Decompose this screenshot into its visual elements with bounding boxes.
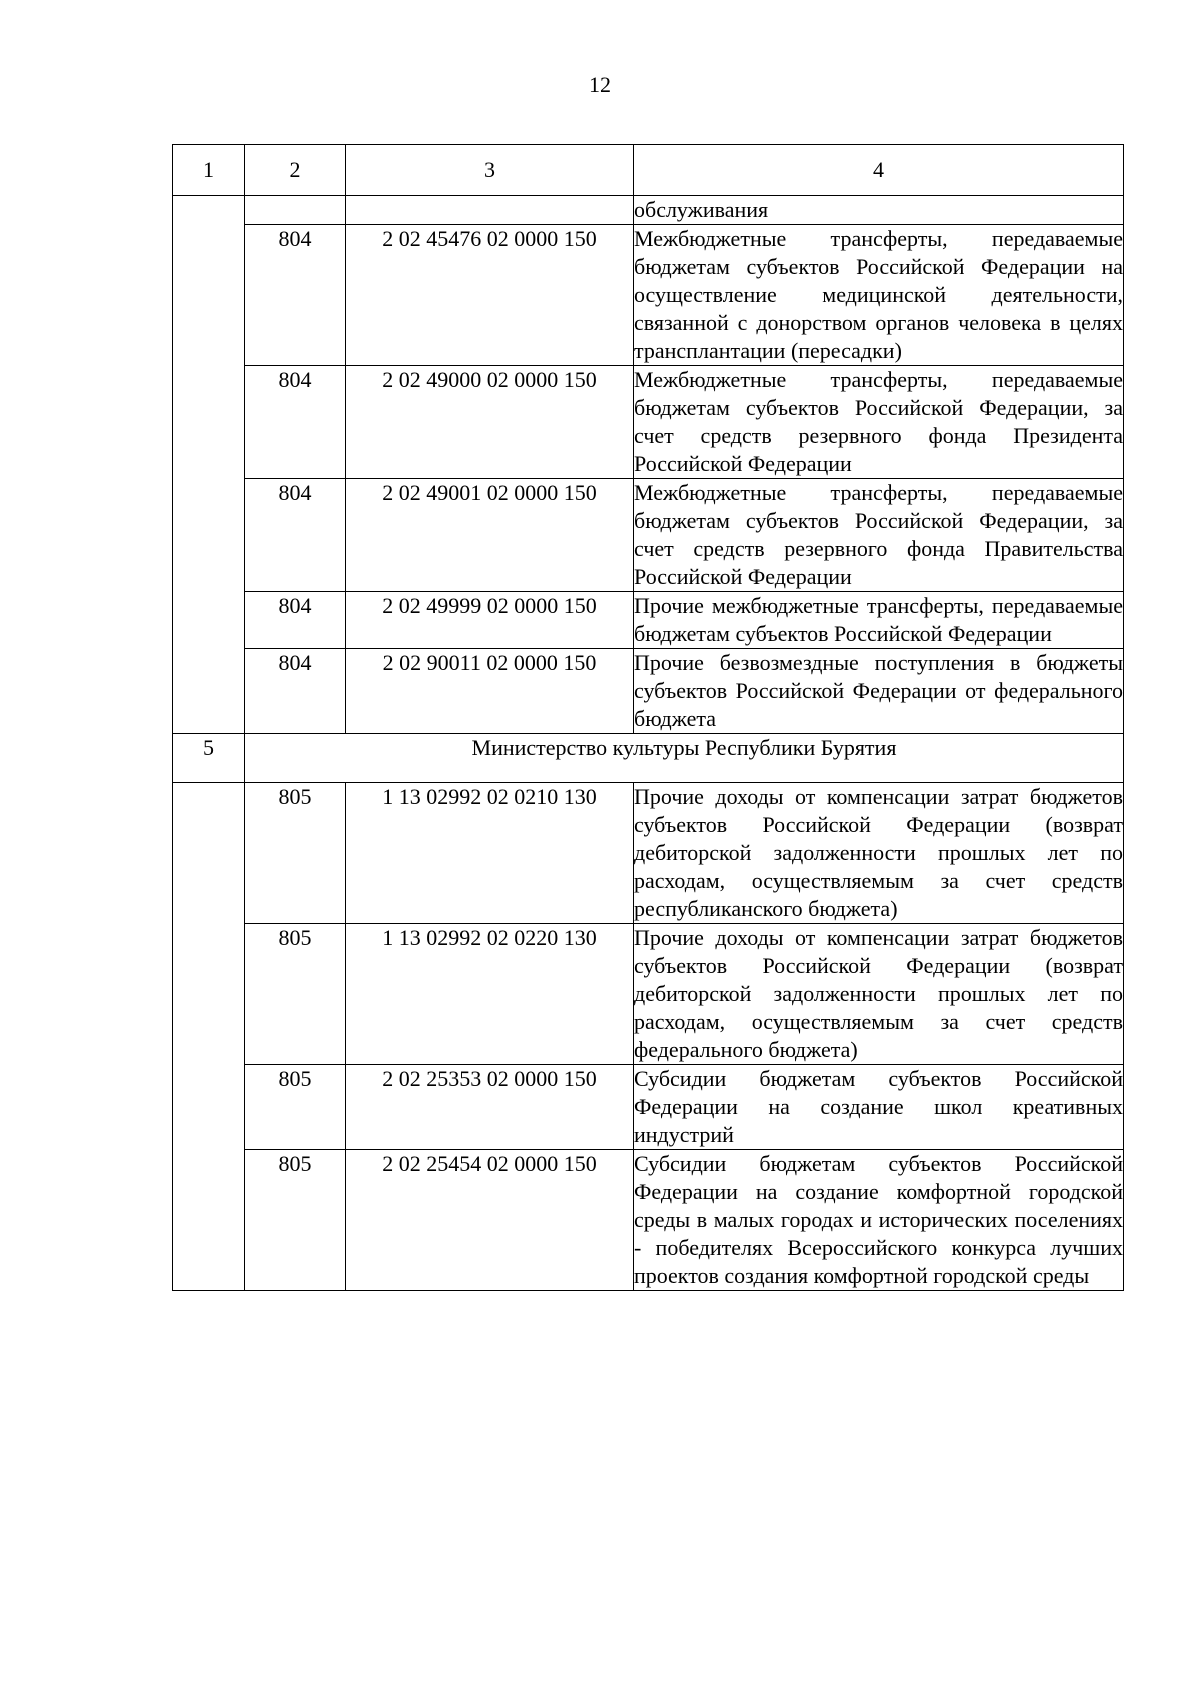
kbk-code-cell [346, 196, 634, 225]
table-row [173, 225, 1124, 366]
kbk-code-cell: 2 02 25353 02 0000 150 [346, 1065, 634, 1150]
description-cell: Субсидии бюджетам субъектов Российской Федерации на создание комфортной городской среды в малых городах и исторических поселениях - победителях Всероссийского конкурса лучших проектов создания комфортной городской среды [634, 1150, 1124, 1291]
admin-code-cell: 804 [245, 479, 346, 592]
kbk-code-cell: 2 02 49999 02 0000 150 [346, 592, 634, 649]
table-row [173, 649, 1124, 734]
continuation-text: обслуживания [634, 196, 1124, 225]
admin-code-cell: 805 [245, 1065, 346, 1150]
admin-code-cell: 805 [245, 924, 346, 1065]
table-row [173, 196, 1124, 225]
admin-code-cell: 804 [245, 225, 346, 366]
section-row [173, 734, 1124, 783]
description-cell: Прочие межбюджетные трансферты, передаваемые бюджетам субъектов Российской Федерации [634, 592, 1124, 649]
kbk-code-cell: 1 13 02992 02 0210 130 [346, 783, 634, 924]
kbk-code-cell: 1 13 02992 02 0220 130 [346, 924, 634, 1065]
kbk-code-cell: 2 02 25454 02 0000 150 [346, 1150, 634, 1291]
table-row [173, 479, 1124, 592]
description-cell: Межбюджетные трансферты, передаваемые бюджетам субъектов Российской Федерации, за счет средств резервного фонда Правительства Российской Федерации [634, 479, 1124, 592]
section-title: Министерство культуры Республики Бурятия [245, 734, 1124, 783]
header-col-2: 2 [245, 145, 346, 196]
header-col-3: 3 [346, 145, 634, 196]
admin-code-cell: 805 [245, 783, 346, 924]
group-number-cell [173, 196, 245, 734]
description-cell: Прочие безвозмездные поступления в бюджеты субъектов Российской Федерации от федерального бюджета [634, 649, 1124, 734]
description-cell: Прочие доходы от компенсации затрат бюджетов субъектов Российской Федерации (возврат дебиторской задолженности прошлых лет по расходам, осуществляемым за счет средств республиканского бюджета) [634, 783, 1124, 924]
admin-code-cell: 805 [245, 1150, 346, 1291]
table-row [173, 1065, 1124, 1150]
admin-code-cell [245, 196, 346, 225]
revenue-codes-table [172, 144, 1124, 1291]
table-row [173, 1150, 1124, 1291]
page-number: 12 [589, 72, 611, 97]
table-row [173, 366, 1124, 479]
kbk-code-cell: 2 02 49000 02 0000 150 [346, 366, 634, 479]
header-col-1: 1 [173, 145, 245, 196]
header-col-4: 4 [634, 145, 1124, 196]
kbk-code-cell: 2 02 45476 02 0000 150 [346, 225, 634, 366]
table-row [173, 783, 1124, 924]
admin-code-cell: 804 [245, 366, 346, 479]
description-cell: Межбюджетные трансферты, передаваемые бюджетам субъектов Российской Федерации, за счет средств резервного фонда Президента Российской Федерации [634, 366, 1124, 479]
admin-code-cell: 804 [245, 592, 346, 649]
description-cell: Межбюджетные трансферты, передаваемые бюджетам субъектов Российской Федерации на осуществление медицинской деятельности, связанной с донорством органов человека в целях трансплантации (пересадки) [634, 225, 1124, 366]
table-row [173, 592, 1124, 649]
table-header-row [173, 145, 1124, 196]
table-row [173, 924, 1124, 1065]
admin-code-cell: 804 [245, 649, 346, 734]
description-cell: Прочие доходы от компенсации затрат бюджетов субъектов Российской Федерации (возврат дебиторской задолженности прошлых лет по расходам, осуществляемым за счет средств федерального бюджета) [634, 924, 1124, 1065]
description-cell: Субсидии бюджетам субъектов Российской Федерации на создание школ креативных индустрий [634, 1065, 1124, 1150]
group-number-cell [173, 783, 245, 1291]
kbk-code-cell: 2 02 49001 02 0000 150 [346, 479, 634, 592]
kbk-code-cell: 2 02 90011 02 0000 150 [346, 649, 634, 734]
section-number: 5 [173, 734, 245, 783]
